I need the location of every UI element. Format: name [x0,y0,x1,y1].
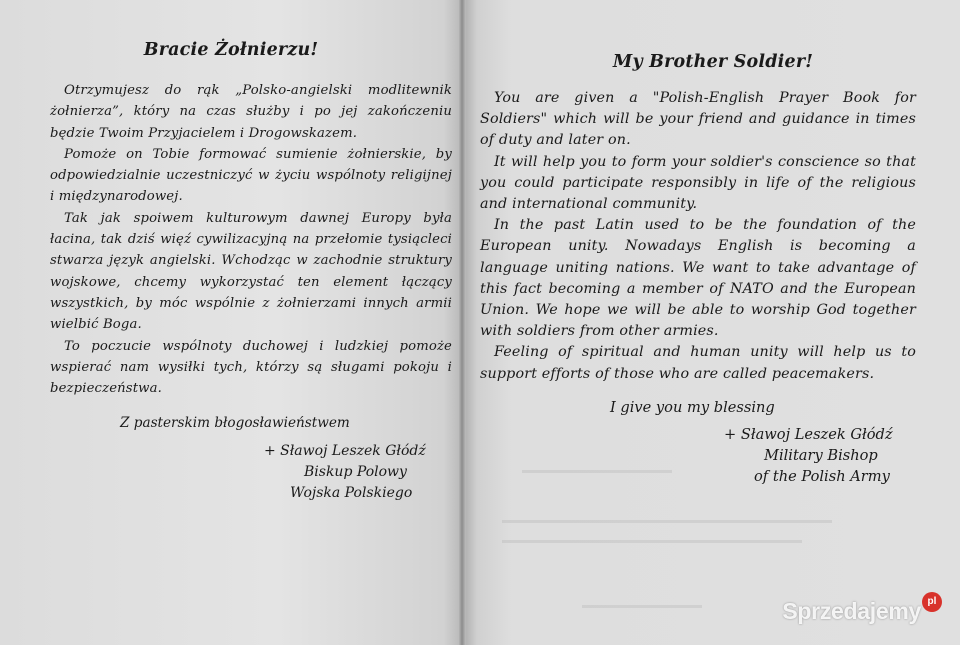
signature-line: Military Bishop [764,446,878,464]
left-page-title: Bracie Żołnierzu! [143,40,319,60]
signature-line: Biskup Polowy [304,464,407,481]
sprzedajemy-watermark-logo [782,598,942,625]
show-through-mark [502,520,832,523]
left-paragraph: To poczucie wspólnoty duchowej i ludzkiej pomoże wspierać nam wysiłki tych, którzy są sługami pokoju i bezpieczeństwa. [50,338,452,397]
left-paragraph: Otrzymujesz do rąk „Polsko-angielski modlitewnik żołnierza”, który na czas służby i po jej zakończeniu będzie Twoim Przyjacielem i Drogowskazem. [50,83,452,141]
right-page-title: My Brother Soldier! [612,52,814,72]
signature-line: + Sławoj Leszek Głódź [264,443,426,460]
left-paragraph: Pomoże on Tobie formować sumienie żołnierskie, by odpowiedzialnie uczestniczyć w życiu wspólnoty religijnej i międzynarodowej. [50,146,452,205]
left-paragraph: Tak jak spoiwem kulturowym dawnej Europy była łacina, tak dziś więź cywilizacyjną na przełomie tysiącleci stwarza język angielski. Wchodząc w zachodnie struktury wojskowe, chcemy wykorzystać ten element łączący wszystkich, by móc wspólnie z żołnierzami innych armii wielbić Boga. [50,210,452,333]
right-paragraph: In the past Latin used to be the foundation of the European unity. Nowadays English is becoming a language uniting nations. We want to take advantage of this fact becoming a member of NATO and the European Union. We hope we will be able to worship God together with soldiers from other armies. [480,217,916,340]
left-blessing: Z pasterskim błogosławieństwem [120,415,350,432]
watermark-badge: pl [922,592,942,612]
left-page [0,0,462,645]
show-through-mark [502,540,802,543]
signature-line: + Sławoj Leszek Głódź [724,425,893,443]
show-through-mark [582,605,702,608]
watermark-text: Sprzedajemy [782,598,921,624]
right-blessing: I give you my blessing [610,398,775,416]
right-paragraph: It will help you to form your soldier's conscience so that you could participate responsibly in life of the religious and international community. [480,153,916,213]
left-signature [264,441,452,504]
right-page [462,0,960,645]
right-paragraph: Feeling of spiritual and human unity will help us to support efforts of those who are called peacemakers. [480,344,916,382]
right-signature [724,424,916,487]
book-spine [458,0,466,645]
right-paragraph: You are given a "Polish-English Prayer Book for Soldiers" which will be your friend and guidance in times of duty and later on. [480,90,916,149]
show-through-mark [522,470,672,473]
signature-line: of the Polish Army [754,467,890,485]
signature-line: Wojska Polskiego [290,485,413,502]
